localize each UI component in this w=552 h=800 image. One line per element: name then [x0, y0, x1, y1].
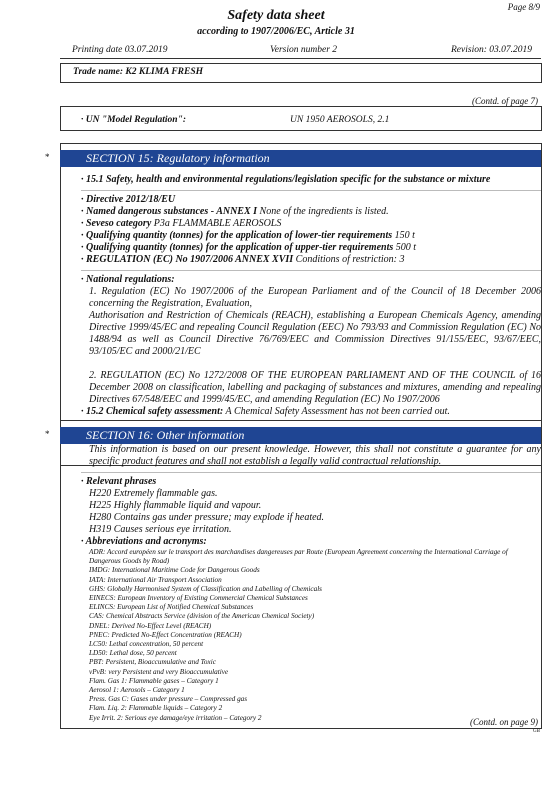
change-marker: *: [45, 152, 50, 162]
abbreviation-item: Flam. Liq. 2: Flammable liquids – Category 2: [89, 704, 223, 713]
page-number: Page 8/9: [507, 2, 540, 12]
abbreviation-item: GHS: Globally Harmonised System of Classification and Labelling of Chemicals: [89, 584, 322, 593]
hazard-phrase: H220 Extremely flammable gas.: [89, 488, 218, 499]
abbreviations-list: [81, 548, 541, 723]
trade-name-box: [60, 63, 542, 83]
un-model-label: · UN "Model Regulation":: [81, 115, 187, 125]
subsection-15-1: · 15.1 Safety, health and environmental regulations/legislation specific for the substance or mixture: [81, 174, 491, 185]
chemical-safety-assessment: · 15.2 Chemical safety assessment: A Chemical Safety Assessment has not been carried out.: [81, 406, 450, 417]
section-15-heading: SECTION 15: Regulatory information: [60, 150, 541, 167]
abbreviation-item: LC50: Lethal concentration, 50 percent: [89, 640, 204, 649]
document-subtitle: according to 1907/2006/EC, Article 31: [197, 26, 355, 37]
abbreviation-item: CAS: Chemical Abstracts Service (division of the American Chemical Society): [89, 612, 315, 621]
transport-bottom-rule: [60, 130, 541, 131]
contd-on-page: (Contd. on page 9): [470, 717, 538, 727]
section-16-content: [81, 444, 541, 723]
divider: [81, 472, 541, 474]
named-substances: · Named dangerous substances - ANNEX I None of the ingredients is listed.: [81, 206, 389, 217]
directive: · Directive 2012/18/EU: [81, 194, 176, 205]
seveso-category: · Seveso category P3a FLAMMABLE AEROSOLS: [81, 218, 282, 229]
abbreviation-item: EINECS: European Inventory of Existing Commercial Chemical Substances: [89, 594, 308, 603]
un-model-value: UN 1950 AEROSOLS, 2.1: [290, 115, 390, 125]
relevant-phrases-list: [81, 488, 541, 536]
contd-from-page: (Contd. of page 7): [472, 96, 538, 106]
abbreviation-item: Eye Irrit. 2: Serious eye damage/eye irritation – Category 2: [89, 713, 262, 722]
upper-tier-quantity: · Qualifying quantity (tonnes) for the application of upper-tier requirements 500 t: [81, 242, 417, 253]
lower-tier-quantity: · Qualifying quantity (tonnes) for the application of lower-tier requirements 150 t: [81, 230, 415, 241]
hazard-phrase: H319 Causes serious eye irritation.: [89, 524, 232, 535]
divider: [81, 190, 541, 192]
abbreviation-item: ELINCS: European List of Notified Chemical Substances: [89, 603, 254, 612]
divider: [81, 270, 541, 272]
abbreviation-item: PBT: Persistent, Bioaccumulative and Toxic: [89, 658, 216, 667]
relevant-phrases-label: · Relevant phrases: [81, 476, 157, 487]
abbreviations-label: · Abbreviations and acronyms:: [81, 536, 207, 547]
document-title: Safety data sheet: [227, 8, 325, 23]
language-code: GB: [533, 729, 540, 734]
national-regulations-label: · National regulations:: [81, 274, 175, 285]
printing-date: Printing date 03.07.2019: [72, 45, 168, 55]
section-16-heading: SECTION 16: Other information: [60, 427, 541, 444]
reach-annex-xvii: · REGULATION (EC) No 1907/2006 ANNEX XVII Conditions of restriction: 3: [81, 254, 405, 265]
transport-box: [60, 106, 542, 131]
national-regulation-1: 1. Regulation (EC) No 1907/2006 of the European Parliament and of the Council of 18 December 2006 concerning the Registration, Evaluation,: [89, 286, 541, 309]
abbreviation-item: LD50: Lethal dose, 50 percent: [89, 649, 177, 658]
abbreviation-item: DNEL: Derived No-Effect Level (REACH): [89, 621, 212, 630]
section-15-content: [81, 174, 541, 418]
national-regulation-2: 2. REGULATION (EC) No 1272/2008 OF THE EUROPEAN PARLIAMENT AND OF THE COUNCIL of 16 December 2008 on classification, labelling and packaging of substances and mixtures, amending and repealing Directives 67/548/EEC and 1999/45/EC, and amending Regulation (EC) No 1907/2006: [89, 370, 541, 405]
abbreviation-item: Press. Gas C: Gases under pressure – Compressed gas: [89, 695, 248, 704]
revision-date: Revision: 03.07.2019: [451, 45, 533, 55]
header-divider: [60, 58, 541, 59]
abbreviation-item: ADR: Accord européen sur le transport des marchandises dangereuses par Route (European Agreement concerning the International Carriage of Dangerous Goods by Road): [89, 548, 508, 566]
abbreviation-item: Flam. Gas 1: Flammable gases – Category 1: [89, 676, 219, 685]
hazard-phrase: H280 Contains gas under pressure; may explode if heated.: [89, 512, 325, 523]
version-number: Version number 2: [270, 45, 338, 55]
abbreviation-item: Aerosol 1: Aerosols – Category 1: [89, 686, 185, 695]
trade-name: Trade name: K2 KLIMA FRESH: [73, 67, 204, 77]
disclaimer: This information is based on our present knowledge. However, this shall not constitute a guarantee for any specific product features and shall not establish a legally valid contractual relationship.: [89, 444, 541, 467]
change-marker: *: [45, 429, 50, 439]
hazard-phrase: H225 Highly flammable liquid and vapour.: [89, 500, 262, 511]
abbreviation-item: IATA: International Air Transport Association: [89, 575, 222, 584]
abbreviation-item: PNEC: Predicted No-Effect Concentration (REACH): [89, 630, 242, 639]
abbreviation-item: IMDG: International Maritime Code for Dangerous Goods: [89, 566, 260, 575]
national-regulation-1-cont: Authorisation and Restriction of Chemicals (REACH), establishing a European Chemicals Agency, amending Directive 1999/45/EC and repealing Council Regulation (EEC) No 793/93 and Commission Regulation (EC) No 1488/94 as well as Council Directive 76/769/EEC and Commission Directives 91/155/EEC, 93/67/EEC, 93/105/EC and 2000/21/EC: [89, 310, 541, 357]
abbreviation-item: vPvB: very Persistent and very Bioaccumulative: [89, 667, 229, 676]
